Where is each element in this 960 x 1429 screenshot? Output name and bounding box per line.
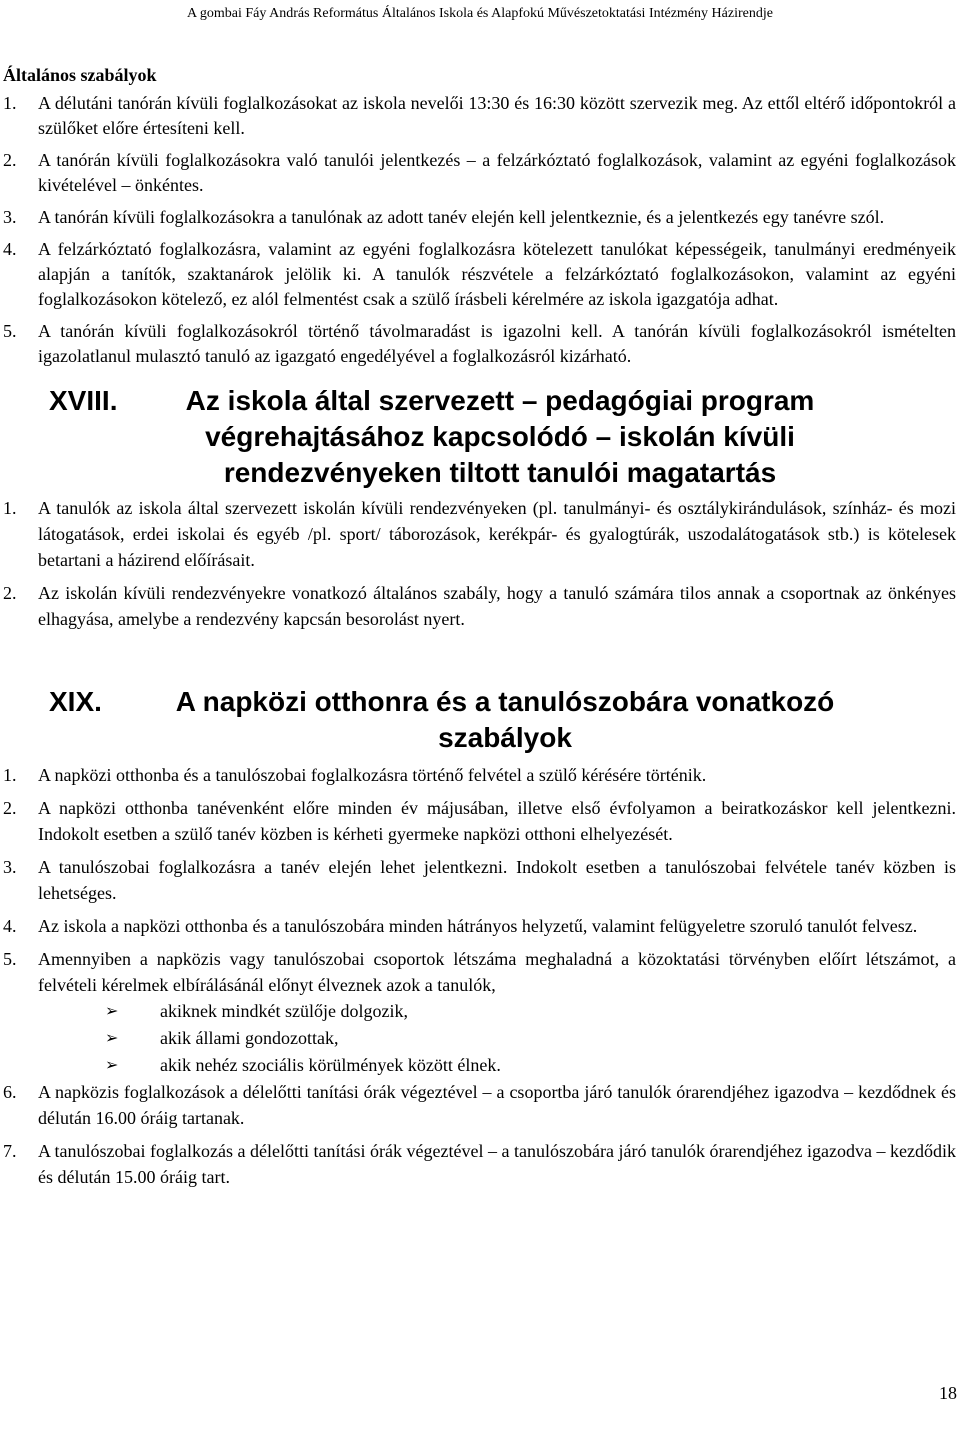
item-number: 2. <box>3 150 17 170</box>
list-item <box>3 91 956 141</box>
item-number: 6. <box>3 1082 17 1102</box>
section-title: Az iskola által szervezett – pedagógiai program végrehajtásához kapcsolódó – iskolán kívüli rendezvényeken tiltott tanulói magatartás <box>185 385 815 488</box>
list-item <box>3 148 956 198</box>
page-header: A gombai Fáy András Református Általános Iskola és Alapfokú Művészetoktatási Intézmény Házirendje <box>187 6 773 21</box>
eligibility-list <box>0 998 960 1079</box>
section-xviii <box>0 383 960 632</box>
page-number: 18 <box>939 1383 957 1403</box>
section-label: Általános szabályok <box>3 65 157 85</box>
item-text: Az iskolán kívüli rendezvényekre vonatkozó általános szabály, hogy a tanuló számára tilos annak a csoportnak az önkényes elhagyása, amelybe a rendezvény kapcsán besorolást nyert. <box>38 583 956 629</box>
section-title: A napközi otthonra és a tanulószobára vonatkozó szabályok <box>175 686 835 753</box>
item-number: 7. <box>3 1141 17 1161</box>
item-text: A délutáni tanórán kívüli foglalkozásokat az iskola nevelői 13:30 és 16:30 között szervezik meg. Az ettől eltérő időpontokról a szülőket előre értesíteni kell. <box>38 93 956 138</box>
item-number: 1. <box>3 93 17 113</box>
arrow-bullet-icon: ➢ <box>105 1057 119 1074</box>
item-number: 4. <box>3 916 17 936</box>
item-number: 3. <box>3 207 17 227</box>
section-xix <box>0 684 960 1190</box>
item-text: A napközi otthonba tanévenként előre minden év májusában, illetve első évfolyamon a beiratkozáskor kell jelentkezni. Indokolt esetben a szülő tanév közben is kérheti gyermeke napközi otthoni elhelyezését. <box>38 798 956 844</box>
item-number: 1. <box>3 498 17 518</box>
item-number: 2. <box>3 798 17 818</box>
list-item <box>3 795 956 847</box>
item-number: 4. <box>3 239 17 259</box>
item-text: A tanulószobai foglalkozás a délelőtti tanítási órák végeztével – a tanulószobára járó tanulók órarendjéhez igazodva – kezdődik és délután 15.00 óráig tart. <box>38 1141 956 1187</box>
item-text: A tanórán kívüli foglalkozásokra a tanulónak az adott tanév elején kell jelentkeznie, és a jelentkezés egy tanévre szól. <box>38 207 885 227</box>
list-item <box>3 237 956 312</box>
item-text: A tanórán kívüli foglalkozásokra való tanulói jelentkezés – a felzárkóztató foglalkozások, valamint az egyéni foglalkozások kivételével – önkéntes. <box>38 150 956 195</box>
item-number: 5. <box>3 321 17 341</box>
sub-list-item <box>105 998 960 1025</box>
list-item <box>3 854 956 906</box>
list-item <box>3 205 956 230</box>
item-text: Az iskola a napközi otthonba és a tanulószobára minden hátrányos helyzetű, valamint felügyeletre szoruló tanulót felvesz. <box>38 916 918 936</box>
list-item <box>3 495 956 573</box>
sub-item-text: akiknek mindkét szülője dolgozik, <box>160 1001 408 1021</box>
arrow-bullet-icon: ➢ <box>105 1003 119 1020</box>
document-body <box>0 64 960 1190</box>
item-text: A napközis foglalkozások a délelőtti tanítási órák végeztével – a csoportba járó tanulók órarendjéhez igazodva – kezdődnek és délután 16.00 óráig tartanak. <box>38 1082 956 1128</box>
sub-item-text: akik állami gondozottak, <box>160 1028 339 1048</box>
section-number: XVIII. <box>49 385 118 416</box>
list-item <box>3 319 956 369</box>
item-text: Amennyiben a napközis vagy tanulószobai csoportok létszáma meghaladná a közoktatási törvényben előírt létszámot, a felvételi kérelmek elbírálásánál előnyt élveznek azok a tanulók, <box>38 949 956 995</box>
item-text: A felzárkóztató foglalkozásra, valamint az egyéni foglalkozásra kötelezett tanulókat képességeik, tanulmányi eredményeik alapján a tanítók, szaktanárok jelölik ki. A tanulók részvétele a felzárkóztató foglalkozásokon, valamint az egyéni foglalkozásokon kötelező, ez alól felmentést csak a szülő írásbeli kérelmére az iskola igazgatója adhat. <box>38 239 956 309</box>
list-item <box>3 580 956 632</box>
list-item <box>3 1138 956 1190</box>
item-number: 1. <box>3 765 17 785</box>
list-item <box>3 762 956 788</box>
list-item <box>3 946 956 998</box>
item-number: 3. <box>3 857 17 877</box>
sub-item-text: akik nehéz szociális körülmények között élnek. <box>160 1055 501 1075</box>
list-item <box>3 1079 956 1131</box>
item-number: 5. <box>3 949 17 969</box>
arrow-bullet-icon: ➢ <box>105 1030 119 1047</box>
item-text: A tanulószobai foglalkozásra a tanév elején lehet jelentkezni. Indokolt esetben a tanulószobai felvétele tanév közben is lehetséges. <box>38 857 956 903</box>
list-item <box>3 913 956 939</box>
section-heading <box>0 684 960 756</box>
sub-list-item <box>105 1025 960 1052</box>
section-heading <box>0 383 960 491</box>
section-general-rules <box>0 64 960 369</box>
item-text: A tanulók az iskola által szervezett iskolán kívüli rendezvényeken (pl. tanulmányi- és osztálykirándulások, színház- és mozi látogatások, erdei iskolai és egyéb /pl. sport/ táborozások, kerékpár- és gyalogtúrák, uszodalátogatások stb.) is kötelesek betartani a házirend előírásait. <box>38 498 956 570</box>
item-text: A tanórán kívüli foglalkozásokról történő távolmaradást is igazolni kell. A tanórán kívüli foglalkozásokról ismételten igazolatlanul mulasztó tanuló az igazgató engedélyével a foglalkozásról kizárható. <box>38 321 956 366</box>
section-number: XIX. <box>49 686 102 717</box>
sub-list-item <box>105 1052 960 1079</box>
item-number: 2. <box>3 583 17 603</box>
item-text: A napközi otthonba és a tanulószobai foglalkozásra történő felvétel a szülő kérésére történik. <box>38 765 707 785</box>
